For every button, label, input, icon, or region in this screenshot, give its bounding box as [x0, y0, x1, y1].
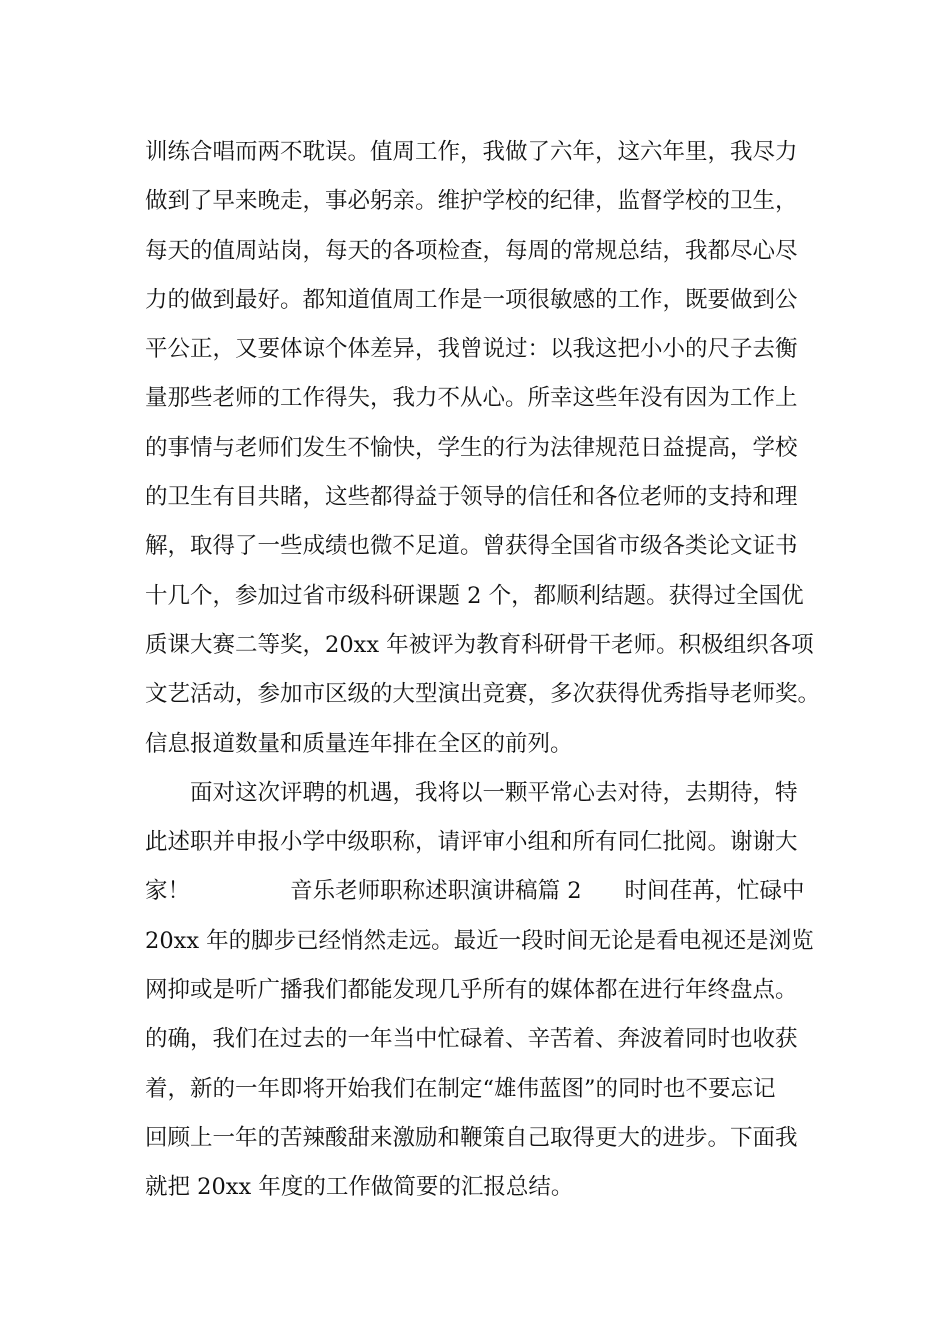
text-line: 的卫生有目共睹，这些都得益于领导的信任和各位老师的支持和理 — [145, 484, 798, 511]
text-line: 20xx 年的脚步已经悄然走远。最近一段时间无论是看电视还是浏览 — [145, 927, 814, 954]
text-line: 解，取得了一些成绩也微不足道。曾获得全国省市级各类论文证书 — [145, 533, 798, 560]
text-line: 量那些老师的工作得失，我力不从心。所幸这些年没有因为工作上 — [145, 385, 798, 412]
text-line: 的确，我们在过去的一年当中忙碌着、辛苦着、奔波着同时也收获 — [145, 1026, 798, 1053]
text-line: 网抑或是听广播我们都能发现几乎所有的媒体都在进行年终盘点。 — [145, 977, 798, 1004]
text-line: 做到了早来晚走，事必躬亲。维护学校的纪律，监督学校的卫生， — [145, 188, 798, 215]
paragraph-start-line: 面对这次评聘的机遇，我将以一颗平常心去对待，去期待，特 — [190, 779, 798, 806]
text-line: 平公正，又要体谅个体差异，我曾说过：以我这把小小的尺子去衡 — [145, 336, 798, 363]
text-line: 训练合唱而两不耽误。值周工作，我做了六年，这六年里，我尽力 — [145, 139, 798, 165]
text-line: 此述职并申报小学中级职称，请评审小组和所有同仁批阅。谢谢大 — [145, 829, 798, 856]
text-line: 十几个，参加过省市级科研课题 2 个，都顺利结题。获得过全国优 — [145, 582, 804, 609]
text-line: 的事情与老师们发生不愉快，学生的行为法律规范日益提高，学校 — [145, 434, 798, 461]
text-line: 每天的值周站岗，每天的各项检查，每周的常规总结，我都尽心尽 — [145, 237, 798, 264]
text-line: 力的做到最好。都知道值周工作是一项很敏感的工作，既要做到公 — [145, 286, 798, 313]
text-line: 质课大赛二等奖，20xx 年被评为教育科研骨干老师。积极组织各项 — [145, 631, 814, 658]
section-heading-line: 家！ 音乐老师职称述职演讲稿篇 2 时间荏苒，忙碌中 — [145, 878, 805, 905]
text-line: 就把 20xx 年度的工作做简要的汇报总结。 — [145, 1174, 574, 1201]
body-text — [145, 128, 835, 1213]
text-line: 信息报道数量和质量连年排在全区的前列。 — [145, 730, 573, 757]
text-line: 文艺活动，参加市区级的大型演出竞赛，多次获得优秀指导老师奖。 — [145, 681, 821, 708]
text-line: 回顾上一年的苦辣酸甜来激励和鞭策自己取得更大的进步。下面我 — [145, 1124, 798, 1151]
text-line: 着，新的一年即将开始我们在制定“雄伟蓝图”的同时也不要忘记 — [145, 1075, 776, 1102]
